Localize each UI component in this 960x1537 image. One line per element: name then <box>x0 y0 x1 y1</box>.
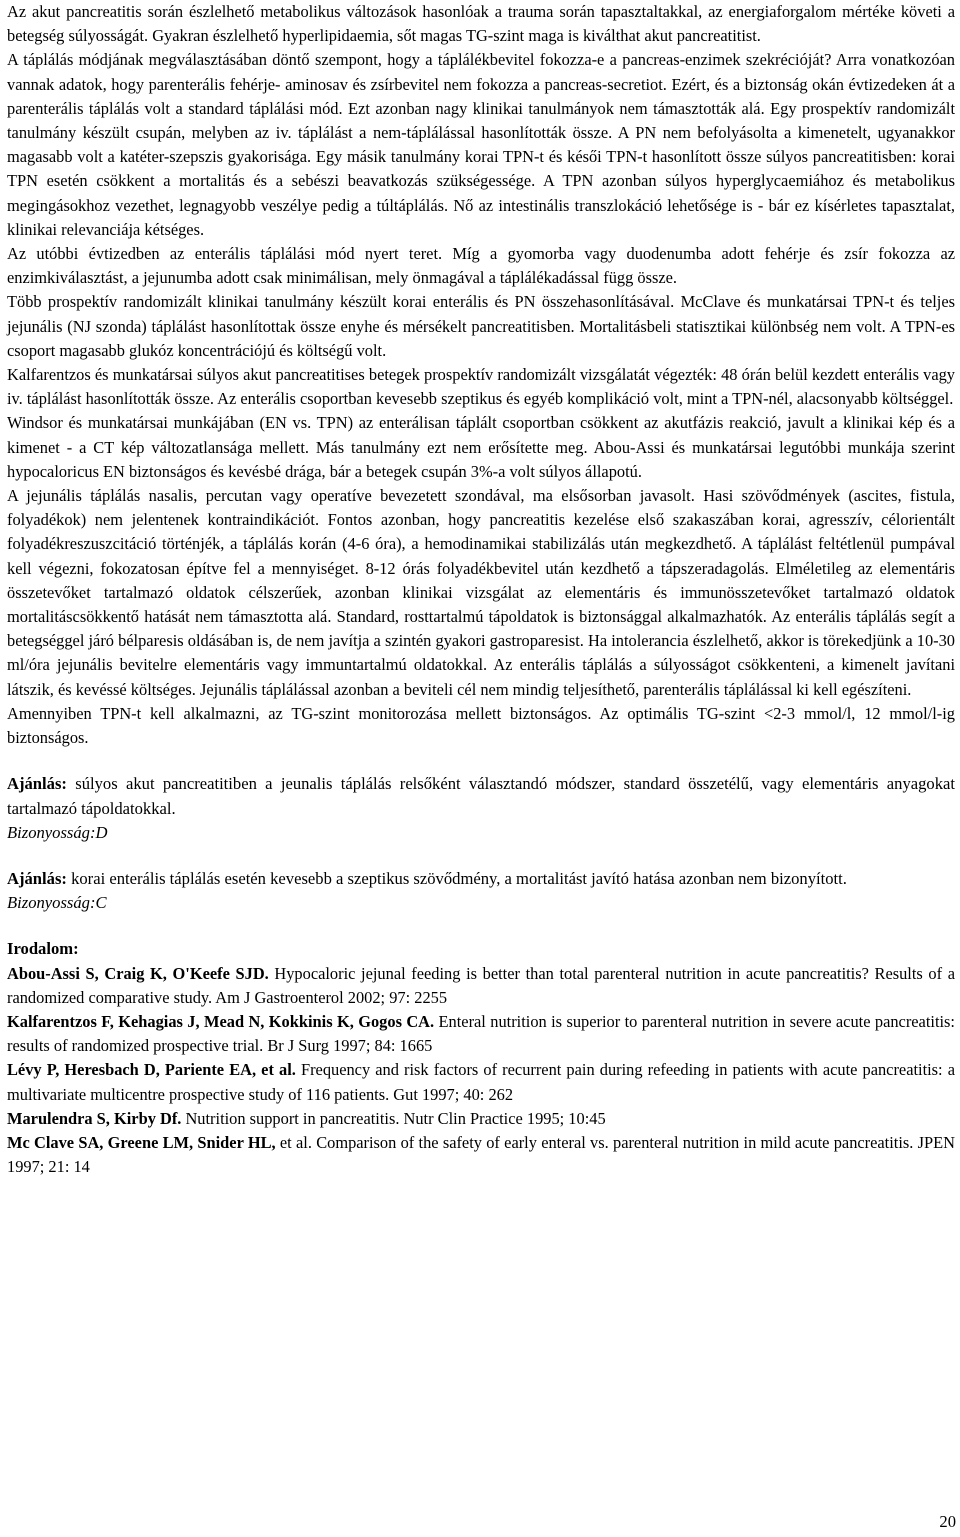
recommendation-label: Ajánlás: <box>7 868 67 888</box>
certainty-level: Bizonyosság:D <box>7 822 108 842</box>
document-page <box>7 0 955 1179</box>
body-text <box>7 0 955 750</box>
paragraph-6: Windsor és munkatársai munkájában (EN vs. TPN) az enterálisan táplált csoportban csökkent az akutfázis reakció, javult a klinikai kép és a kimenet - a CT kép változatlansága mellett. Más tanulmány ezt nem erősítette meg. Abou-Assi és munkatársai legutóbbi munkája szerint hypocaloricus EN biztonságos és kevésbé drága, bár a betegek csupán 3%-a volt súlyos állapotú. <box>7 413 955 481</box>
recommendation-2 <box>7 867 955 915</box>
paragraph-7: A jejunális táplálás nasalis, percutan vagy operatíve bevezetett szondával, ma elsősorban javasolt. Hasi szövődmények (ascites, fistula, folyadékok) nem jelentenek kontraindikációt. Fontos azonban, hogy pancreatitis kezelése első szakaszában korai, agresszív, célorientált folyadékreszuszcitáció történjék, a táplálás korán (4-6 óra), a hemodinamikai stabilizálás után megkezdhető. A táplálást feltétlenül pumpával kell végezni, fokozatosan építve fel a mennyiséget. 8-12 órás folyadékbevitel után kezdhető a tápszeradagolás. Elméletileg az elementáris összetevőket tartalmazó oldatok célszerűek, azonban klinikai vizsgálat az elementáris és immunösszetevőket tartalmazó oldatok mortalitáscsökkentő hatását nem támasztotta alá. Standard, rosttartalmú tápoldatok is biztonsággal alkalmazhatók. Az enterális táplálás segít a betegséggel járó bélparesis oldásában is, de nem javítja a szintén gyakori gastroparesist. Ha intolerancia észlelhető, akkor is törekedjünk a 10-30 ml/óra jejunális bevitelre elementáris vagy immuntartalmú oldatokkal. Az enterális táplálás a súlyosságot csökkenteni, a kimenelt javítani látszik, és kevéssé költséges. Jejunális táplálással azonban a beviteli cél nem mindig teljesíthető, parenterális táplálással ki kell egészíteni. <box>7 486 955 699</box>
reference-item <box>7 1058 955 1106</box>
reference-text: Hypocaloric jejunal feeding is better than total parenteral nutrition in acute pancreatitis? Results of a randomized comparative study. Am J Gastroenterol 2002; 97: 2255 <box>7 963 955 1007</box>
page-number: 20 <box>939 1512 956 1531</box>
recommendation-text <box>7 772 955 820</box>
recommendation-body: súlyos akut pancreatitiben a jeunalis táplálás relsőként választandó módszer, standard összetélű, vagy elementáris anyagokat tartalmazó tápoldatokkal. <box>7 774 955 818</box>
reference-text: Enteral nutrition is superior to parenteral nutrition in severe acute pancreatitis: results of randomized prospective trial. Br J Surg 1997; 84: 1665 <box>7 1011 955 1056</box>
recommendation-1 <box>7 772 955 845</box>
certainty-level: Bizonyosság:C <box>7 893 107 913</box>
paragraph-2: A táplálás módjának megválasztásában döntő szempont, hogy a táplálékbevitel fokozza-e a pancreas-enzimek szekrécióját? Arra vonatkozóan vannak adatok, hogy parenterális fehérje- aminosav és zsírbevitel nem fokozza a pancreas-secretiot. Ezért, és a biztonság okán évtizedeken át a parenterális táplálás volt a standard táplálási mód. Ezt azonban nagy klinikai tanulmányok nem támasztották alá. Egy prospektív randomizált tanulmány készült csupán, melyben az iv. táplálást a nem-táplálással hasonlították össze. A PN nem befolyásolta a kimenetelt, ugyanakkor magasabb volt a katéter-szepszis gyakorisága. Egy másik tanulmány korai TPN-t és késői TPN-t hasonlított össze súlyos pancreatitisben: korai TPN esetén csökkent a mortalitás és a sebészi beavatkozás szükségessége. A TPN azonban súlyos hyperglycaemiához és metabolikus megingásokhoz vezethet, legnagyobb veszélye pedig a túltáplálás. Nő az intestinális transzlokáció lehetősége is - bár ez kísérletes tapasztalat, klinikai relevanciája kétséges. <box>7 50 955 239</box>
reference-text: Frequency and risk factors of recurrent pain during refeeding in patients with acute pancreatitis: a multivariate multicentre prospective study of 116 patients. Gut 1997; 40: 262 <box>7 1060 955 1104</box>
reference-item <box>7 962 955 1010</box>
paragraph-3: Az utóbbi évtizedben az enterális táplálási mód nyert teret. Míg a gyomorba vagy duodenumba adott fehérje és zsír fokozza az enzimkiválasztást, a jejunumba adott csak minimálisan, mely önmagával a táplálékadással függ össze. <box>7 244 955 288</box>
references-section <box>7 937 955 1179</box>
reference-authors: Mc Clave SA, Greene LM, Snider HL, <box>7 1132 276 1152</box>
reference-authors: Kalfarentzos F, Kehagias J, Mead N, Kokkinis K, Gogos CA. <box>7 1011 435 1031</box>
reference-authors: Marulendra S, Kirby Df. <box>7 1108 182 1128</box>
reference-text: Nutrition support in pancreatitis. Nutr Clin Practice 1995; 10:45 <box>181 1108 606 1128</box>
reference-authors: Abou-Assi S, Craig K, O'Keefe SJD. <box>7 963 269 983</box>
reference-text: et al. Comparison of the safety of early enteral vs. parenteral nutrition in mild acute pancreatitis. JPEN 1997; 21: 14 <box>7 1132 955 1177</box>
paragraph-8: Amennyiben TPN-t kell alkalmazni, az TG-szint monitorozása mellett biztonságos. Az optimális TG-szint <2-3 mmol/l, 12 mmol/l-ig biztonságos. <box>7 703 955 748</box>
recommendation-label: Ajánlás: <box>7 774 67 794</box>
paragraph-4: Több prospektív randomizált klinikai tanulmány készült korai enterális és PN összehasonlításával. McClave és munkatársai TPN-t és teljes jejunális (NJ szonda) táplálást hasonlítottak össze enyhe és mérsékelt pancreatitisben. Mortalitásbeli statisztikai különbség nem volt. A TPN-es csoport magasabb glukóz koncentrációjú és költségű volt. <box>7 292 955 360</box>
reference-item <box>7 1010 955 1058</box>
references-title: Irodalom: <box>7 939 79 959</box>
recommendation-body: korai enterális táplálás esetén kevesebb a szeptikus szövődmény, a mortalitást javító hatása azonban nem bizonyított. <box>66 868 847 888</box>
paragraph-1: Az akut pancreatitis során észlelhető metabolikus változások hasonlóak a trauma során tapasztaltakkal, az energiaforgalom mértéke követi a betegség súlyosságát. Gyakran észlelhető hyperlipidaemia, sőt magas TG-szint maga is kiválthat akut pancreatitist. <box>7 2 955 46</box>
reference-authors: Lévy P, Heresbach D, Pariente EA, et al. <box>7 1060 296 1080</box>
paragraph-5: Kalfarentzos és munkatársai súlyos akut pancreatitises betegek prospektív randomizált vizsgálatát végezték: 48 órán belül kezdett enterális vagy iv. táplálást hasonlították össze. Az enterális csoportban kevesebb szeptikus és egyéb komplikáció volt, mint a TPN-nél, alacsonyabb költséggel. <box>7 365 955 409</box>
reference-item <box>7 1131 955 1179</box>
recommendation-text <box>7 867 955 891</box>
reference-item <box>7 1107 955 1131</box>
